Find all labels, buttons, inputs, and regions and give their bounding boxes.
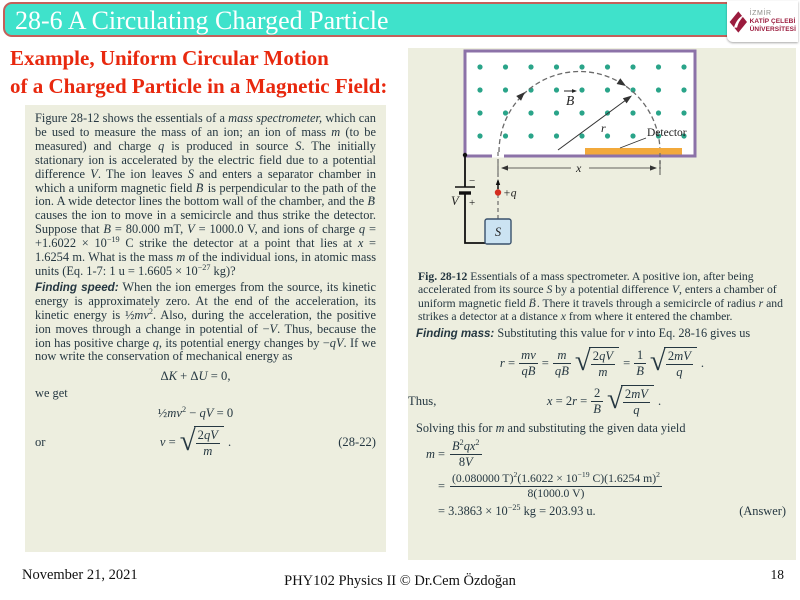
figure-panel — [408, 48, 796, 560]
university-name — [750, 9, 796, 35]
example-heading-line2: of a Charged Particle in a Magnetic Field: — [10, 74, 388, 98]
fraction — [591, 350, 615, 379]
logo-line-2: KATİP ÇELEBİ — [749, 17, 796, 25]
numerator: 1 — [636, 347, 644, 362]
denominator: q — [666, 364, 693, 380]
denominator: B — [636, 363, 644, 378]
equation-kinetic — [35, 406, 376, 421]
or-label: or — [35, 435, 46, 450]
equation-speed-lhs: v = — [159, 435, 176, 450]
fraction — [519, 349, 538, 378]
equation-mass-line3: = $3.3863 \times 10^{-25}$ kg = 203.93 u. (Answer) — [438, 503, 786, 519]
denominator: m — [591, 364, 615, 380]
charge-label: +q — [503, 187, 517, 200]
fraction — [450, 440, 481, 469]
figure-28-12-diagram — [408, 48, 796, 263]
example-heading-line1: Example, Uniform Circular Motion — [10, 46, 329, 70]
denominator: B — [593, 401, 601, 416]
footer-page-number: 18 — [770, 567, 784, 582]
radical-sign: √ — [649, 345, 666, 378]
logo-line-3: ÜNİVERSİTESİ — [749, 26, 796, 33]
numerator: $B^2qx^2$ — [452, 438, 480, 454]
radical-sign: √ — [574, 345, 591, 378]
equation-energy — [35, 369, 376, 384]
dimension-arrow-icon — [650, 165, 657, 170]
answer-label: (Answer) — [739, 504, 786, 519]
b-field-label: B — [566, 93, 575, 108]
dimension-arrow-icon — [501, 165, 508, 170]
we-get-text: we get — [35, 386, 68, 401]
equation-radius: r = $\frac{mv}{qB}$ = $\frac{m}{qB}$ √ $\frac{2qV}{m}$ = $\frac{1}{B}$ √ $\frac{2mV}{q}$ . — [499, 345, 705, 379]
numerator: 2qV — [197, 428, 218, 443]
footer-date: November 21, 2021 — [22, 567, 138, 583]
equation-mass-line2: = $\frac{(0.080000 T)^2(1.6022 \times 10^{-19} C)(1.6254 m)^2}{8(1000.0 V)}$ — [438, 470, 660, 500]
source-label: S — [494, 225, 502, 239]
university-logo — [727, 1, 798, 42]
fraction — [634, 349, 646, 378]
equation-x: Thus, x = 2r = $\frac{2}{B}$ √ $\frac{2mV}{q}$ . — [408, 383, 662, 417]
battery-minus-label: − — [469, 175, 476, 187]
fraction — [196, 429, 220, 458]
denominator: 8(1000.0 V) — [450, 486, 662, 501]
example-heading — [10, 44, 387, 100]
figure-caption: Fig. 28-12 Essentials of a mass spectrometer. A positive ion, after being accelerated from its source S by a potential difference V, enters a chamber of uniform magnetic field B →. There it travels through a semicircle of radius r and strikes a detector at a distance x from where it entered the chamber. — [408, 270, 796, 323]
logo-line-1: İZMİR — [749, 9, 772, 17]
fraction — [591, 387, 603, 416]
equation-number: (28-22) — [338, 435, 376, 450]
problem-text-box — [25, 105, 386, 552]
numerator: (0.080000 $T)^2(1.6022 \times 10^{-19}$ C)(1.6254 m)$^2$ — [452, 470, 660, 485]
footer-course: PHY102 Physics II © Dr.Cem Özdoğan — [284, 573, 516, 589]
velocity-arrow-head-icon — [496, 179, 500, 185]
equation-mass-line1: m = $\frac{B^2qx^2}{8V}$ — [426, 438, 480, 469]
equation-energy-body: ΔK + ΔU = 0, — [160, 369, 231, 384]
fraction — [623, 388, 650, 417]
detector-bar — [585, 148, 682, 155]
fraction — [666, 350, 693, 379]
square-root — [575, 347, 619, 380]
radical-sign: √ — [607, 383, 623, 416]
wire-node — [463, 153, 467, 157]
denominator: qB — [554, 363, 569, 378]
solving-paragraph: Solving this for m and substituting the given data yield — [416, 421, 686, 436]
title-bar — [3, 2, 795, 37]
fraction — [553, 349, 571, 378]
slide-title: 28-6 A Circulating Charged Particle — [15, 6, 389, 35]
denominator: qB — [519, 363, 538, 379]
radius-label: r — [601, 121, 606, 135]
mass-solution-block — [408, 440, 796, 519]
problem-statement: Figure 28-12 shows the essentials of a mass spectrometer, which can be used to measure the mass of an ion; an ion of mass m (to be measured) and charge q is produced in source S. The initially stationary ion is accelerated by the electric field due to a potential difference V. The ion leaves S and enters a separator chamber in which a uniform magnetic field B → is perpendicular to the path of the ion. A wide detector lines the bottom wall of the chamber, and the B → causes the ion to move in a semicircle and thus strike the detector. Suppose that B = 80.000 mT, V = 1000.0 V, and ions of charge $q = +1.6022 \times 10^{-19}$ C strike the detector at a point that lies at x = 1.6254 m. What is the mass m of the individual ions, in atomic mass units (Eq. 1-7: 1 $u = 1.6605 \times 10^{-27}$ kg)? — [35, 112, 376, 279]
finding-speed-paragraph: Finding speed: When the ion emerges from the source, its kinetic energy is approximately zero. At the end of the acceleration, its kinetic energy is $\frac{1}{2}mv^2$. Also, during the acceleration, the positive ion moves through a change in potential of −V. Thus, because the ion has positive charge q, its potential energy changes by −qV. If we now write the conservation of mechanical energy as — [35, 279, 376, 364]
finding-mass-paragraph: Finding mass: Substituting this value for v into Eq. 28-16 gives us — [416, 326, 751, 341]
numerator: 2mV — [624, 387, 648, 402]
numerator: 2qV — [592, 348, 614, 363]
ion-dot — [495, 189, 501, 195]
denominator: q — [623, 402, 650, 418]
square-root — [650, 347, 697, 380]
x-distance-label: x — [576, 161, 582, 175]
numerator: m — [557, 347, 567, 362]
battery-plus-label: + — [469, 197, 476, 209]
equation-speed: or v = √ $\frac{2qV}{m}$ . (28-22) — [35, 424, 376, 458]
fraction — [450, 470, 662, 500]
numerator: mv — [521, 347, 536, 362]
thus-label: Thus, — [408, 394, 437, 409]
quill-diamond-icon — [729, 4, 748, 40]
denominator: m — [196, 443, 220, 459]
numerator: 2 — [594, 386, 601, 401]
detector-label: Detector — [647, 127, 687, 139]
square-root — [607, 385, 654, 418]
numerator: 2mV — [667, 348, 691, 363]
radical-sign: √ — [179, 424, 196, 457]
denominator: 8V — [450, 454, 481, 469]
square-root — [180, 426, 224, 459]
battery-voltage-label: V — [451, 194, 459, 208]
equation-kinetic-body: $\frac{1}{2}mv^2$ − qV = 0 — [157, 405, 234, 421]
